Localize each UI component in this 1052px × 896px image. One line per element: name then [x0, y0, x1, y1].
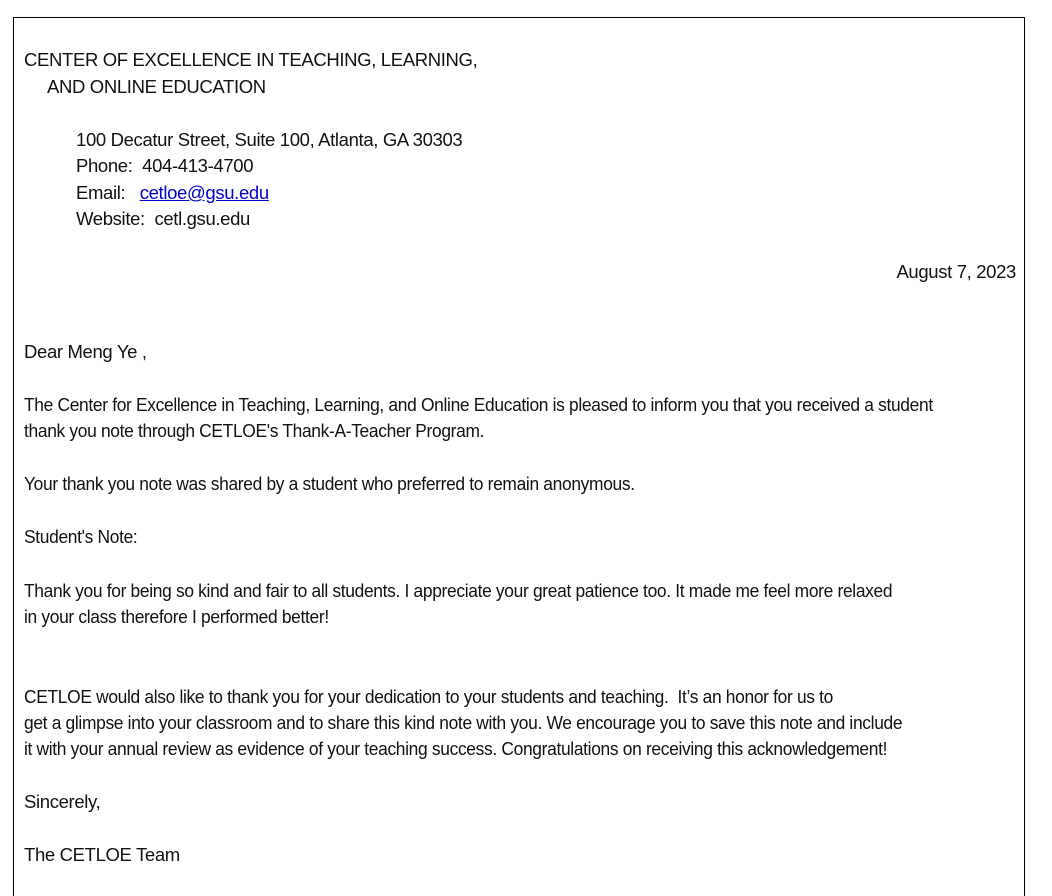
closing-paragraph-line3: it with your annual review as evidence of your teaching success. Congratulations on receiving this acknowledgement!	[24, 738, 888, 759]
org-website-row	[76, 206, 250, 233]
anonymous-statement: Your thank you note was shared by a student who preferred to remain anonymous.	[24, 473, 635, 494]
phone-number: 404-413-4700	[142, 155, 254, 176]
intro-paragraph-line1: The Center for Excellence in Teaching, Learning, and Online Education is pleased to inform you that you received a student	[24, 394, 933, 415]
closing-paragraph-line2: get a glimpse into your classroom and to share this kind note with you. We encourage you to save this note and include	[24, 712, 903, 733]
intro-paragraph-line2: thank you note through CETLOE's Thank-A-Teacher Program.	[24, 420, 485, 441]
closing-paragraph-line1: CETLOE would also like to thank you for your dedication to your students and teaching. It’s an honor for us to	[24, 686, 834, 707]
org-email-row	[76, 180, 269, 207]
letter-document	[13, 17, 1025, 896]
student-note-line1: Thank you for being so kind and fair to all students. I appreciate your great patience too. It made me feel more relaxed	[24, 580, 893, 601]
website-label: Website:	[76, 208, 145, 229]
website-url: cetl.gsu.edu	[154, 208, 251, 229]
org-name-line1: CENTER OF EXCELLENCE IN TEACHING, LEARNING,	[24, 49, 478, 70]
email-label: Email:	[76, 182, 126, 203]
org-address: 100 Decatur Street, Suite 100, Atlanta, GA 30303	[76, 129, 463, 150]
signature: The CETLOE Team	[24, 844, 180, 865]
letter-date: August 7, 2023	[896, 261, 1016, 282]
salutation: Dear Meng Ye ,	[24, 341, 147, 362]
signoff: Sincerely,	[24, 791, 101, 812]
phone-label: Phone:	[76, 155, 133, 176]
student-note-label: Student's Note:	[24, 526, 138, 547]
email-link[interactable]: cetloe@gsu.edu	[139, 182, 269, 203]
student-note-line2: in your class therefore I performed better!	[24, 606, 329, 627]
org-name-line2: AND ONLINE EDUCATION	[47, 76, 266, 97]
org-phone-row	[76, 153, 253, 180]
